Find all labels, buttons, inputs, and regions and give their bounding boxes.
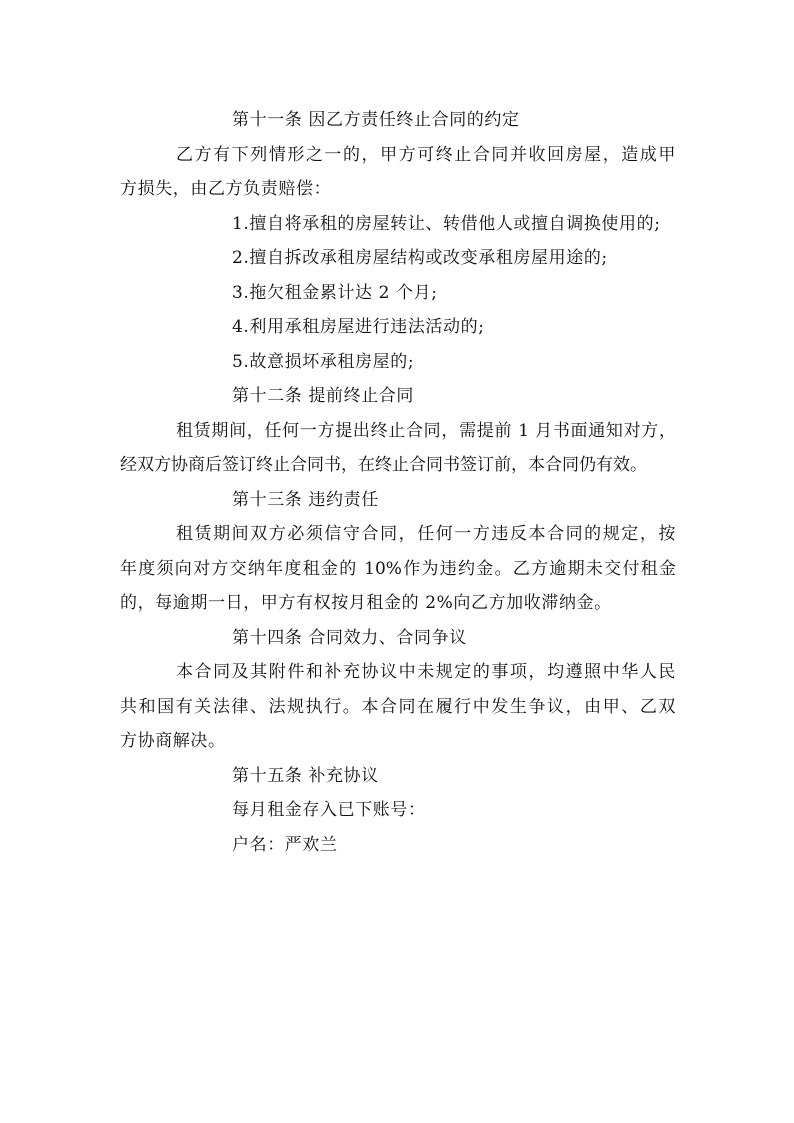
article-12-heading-line: 第十二条 提前终止合同 bbox=[232, 386, 415, 406]
article-11-item-3-line: 3.拖欠租金累计达 2 个月; bbox=[232, 282, 438, 303]
article-13-heading-line: 第十三条 违约责任 bbox=[232, 489, 379, 510]
article-11-item-1 bbox=[120, 207, 676, 242]
article-14-heading bbox=[120, 621, 676, 656]
article-15-heading bbox=[120, 759, 676, 794]
article-14-body bbox=[120, 655, 676, 759]
account-holder-name bbox=[120, 828, 676, 863]
document-body bbox=[120, 103, 676, 862]
article-13-body bbox=[120, 517, 676, 621]
article-11-item-4 bbox=[120, 310, 676, 345]
article-13-body-line-2: 年度须向对方交纳年度租金的 10%作为违约金。乙方逾期未交付租金 bbox=[120, 558, 676, 579]
article-12-body bbox=[120, 414, 676, 483]
article-11-item-5 bbox=[120, 345, 676, 380]
article-14-body-line-2: 共和国有关法律、法规执行。本合同在履行中发生争议，由甲、乙双 bbox=[120, 696, 676, 717]
article-11-intro-line-1: 乙方有下列情形之一的，甲方可终止合同并收回房屋，造成甲 bbox=[176, 144, 676, 165]
article-13-body-line-3: 的，每逾期一日，甲方有权按月租金的 2%向乙方加收滞纳金。 bbox=[120, 593, 612, 613]
article-13-body-line-1: 租赁期间双方必须信守合同，任何一方违反本合同的规定，按 bbox=[176, 524, 676, 544]
article-11-item-1-line: 1.擅自将承租的房屋转让、转借他人或擅自调换使用的; bbox=[232, 213, 661, 234]
article-11-intro bbox=[120, 138, 676, 207]
article-14-body-line-1: 本合同及其附件和补充协议中未规定的事项，均遵照中华人民 bbox=[176, 662, 676, 682]
article-11-item-3 bbox=[120, 276, 676, 311]
article-15-body-line: 每月租金存入已下账号： bbox=[232, 800, 426, 820]
article-13-heading bbox=[120, 483, 676, 518]
article-15-body bbox=[120, 793, 676, 828]
article-11-item-5-line: 5.故意损坏承租房屋的; bbox=[232, 351, 415, 372]
account-holder-name-line: 户名：严欢兰 bbox=[232, 834, 338, 855]
article-11-item-4-line: 4.利用承租房屋进行违法活动的; bbox=[232, 317, 485, 337]
article-11-intro-line-2: 方损失，由乙方负责赔偿： bbox=[120, 179, 332, 199]
article-14-body-line-3: 方协商解决。 bbox=[120, 731, 226, 751]
article-12-body-line-2: 经双方协商后签订终止合同书，在终止合同书签订前，本合同仍有效。 bbox=[120, 455, 647, 475]
article-12-body-line-1: 租赁期间，任何一方提出终止合同，需提前 1 月书面通知对方， bbox=[176, 420, 676, 441]
article-11-item-2 bbox=[120, 241, 676, 276]
article-15-heading-line: 第十五条 补充协议 bbox=[232, 765, 379, 786]
article-12-heading bbox=[120, 379, 676, 414]
article-11-heading bbox=[120, 103, 676, 138]
article-11-heading-line: 第十一条 因乙方责任终止合同的约定 bbox=[232, 110, 520, 130]
article-11-item-2-line: 2.擅自拆改承租房屋结构或改变承租房屋用途的; bbox=[232, 248, 608, 268]
article-14-heading-line: 第十四条 合同效力、合同争议 bbox=[232, 627, 467, 648]
